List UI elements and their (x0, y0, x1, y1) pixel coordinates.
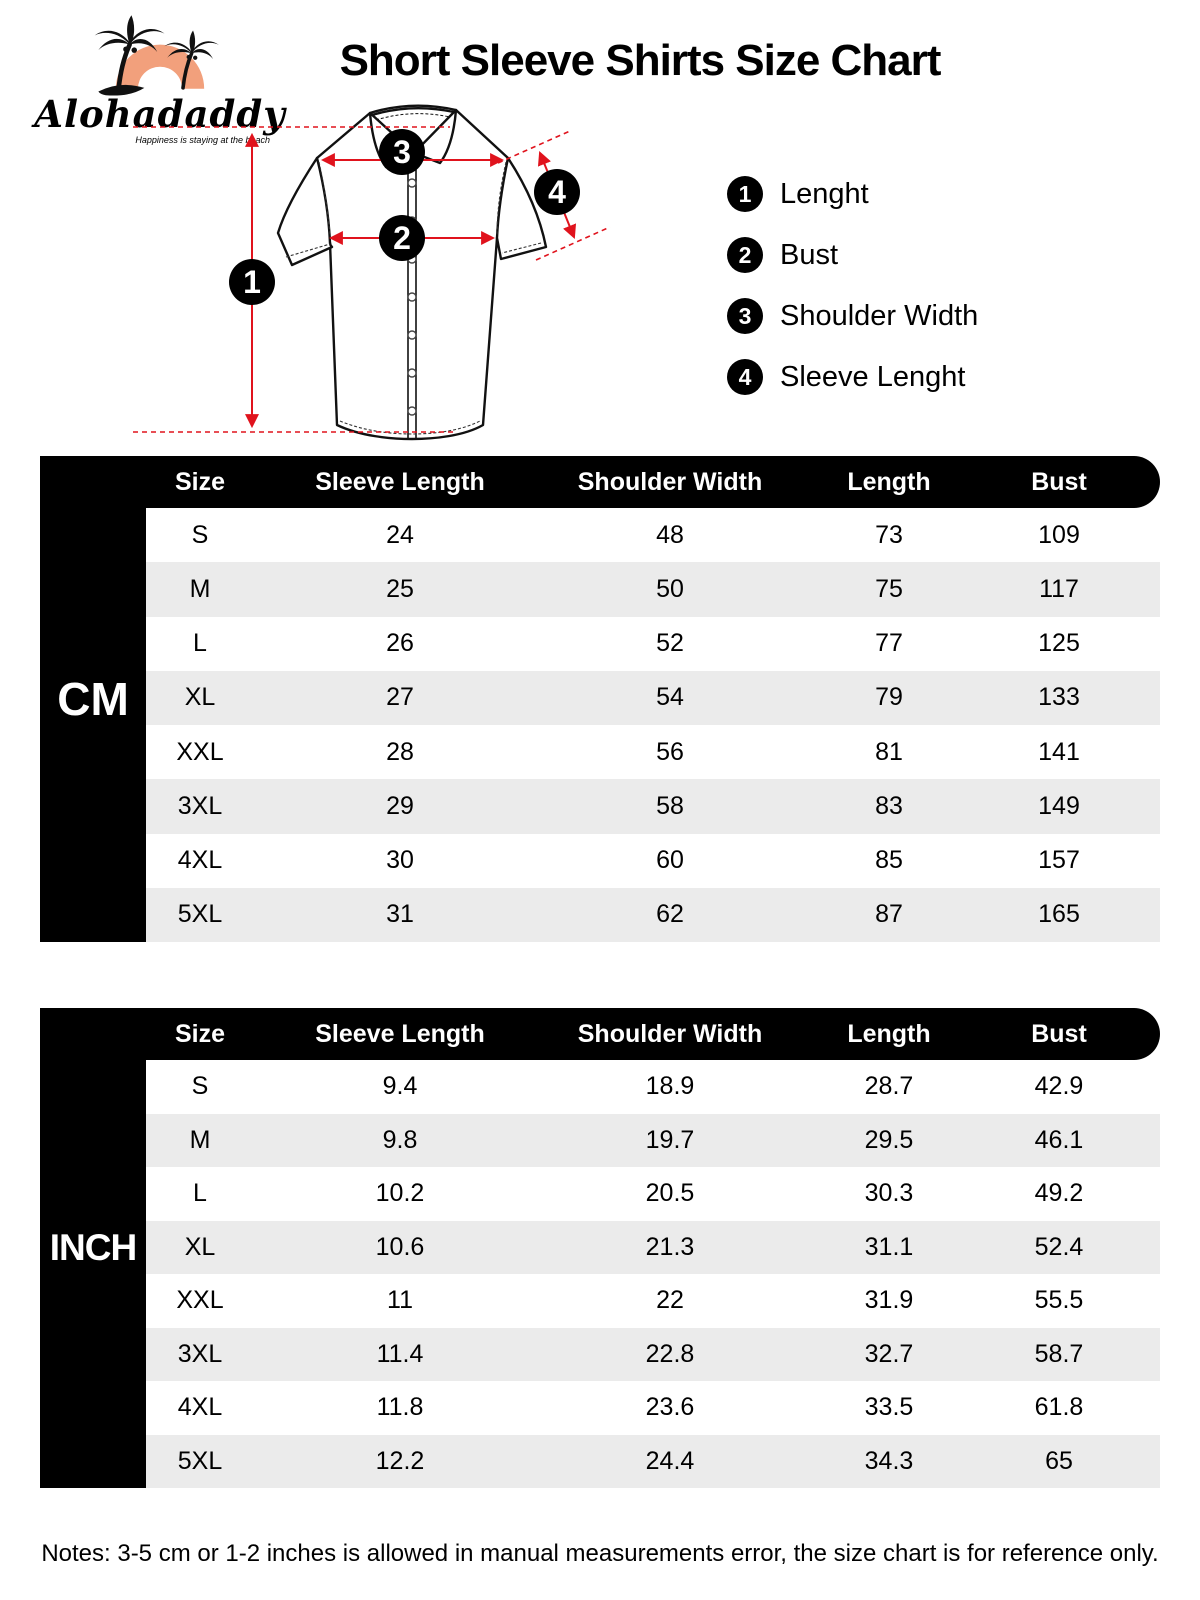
value-cell: 79 (875, 683, 903, 712)
value-cell: 85 (875, 846, 903, 875)
value-cell: 56 (656, 737, 684, 766)
legend-item-bust (727, 237, 978, 273)
table-header (40, 1008, 1160, 1060)
size-cell: L (193, 629, 207, 658)
value-cell: 81 (875, 737, 903, 766)
column-header-sleeve-length: Sleeve Length (315, 467, 485, 496)
value-cell: 83 (875, 791, 903, 820)
value-cell: 65 (1045, 1446, 1073, 1475)
value-cell: 75 (875, 574, 903, 603)
brand-name: Alohadaddy (34, 92, 286, 136)
page-title: Short Sleeve Shirts Size Chart (339, 36, 941, 85)
unit-band-inch: INCH (40, 1008, 146, 1488)
size-cell: XL (184, 1232, 216, 1261)
value-cell: 23.6 (645, 1393, 695, 1422)
value-cell: 58.7 (1034, 1339, 1084, 1368)
value-cell: 24.4 (645, 1446, 695, 1475)
value-cell: 157 (1038, 846, 1080, 875)
marker-3 (379, 129, 425, 175)
table-row (146, 1381, 1160, 1435)
notes-text: Notes: 3-5 cm or 1-2 inches is allowed in manual measurements error, the size chart is for reference only. (41, 1540, 1159, 1567)
value-cell: 117 (1039, 574, 1079, 603)
brand-tagline: Happiness is staying at the beach (135, 135, 270, 145)
svg-text:1: 1 (243, 264, 261, 300)
unit-band-cm: CM (40, 456, 146, 942)
marker-2 (379, 215, 425, 261)
value-cell: 27 (386, 683, 414, 712)
size-table-cm (40, 456, 1160, 942)
value-cell: 28.7 (864, 1072, 914, 1101)
svg-text:3: 3 (393, 134, 411, 170)
table-row (146, 725, 1160, 779)
table-row (146, 508, 1160, 562)
legend-label: Lenght (780, 177, 869, 210)
value-cell: 34.3 (864, 1446, 914, 1475)
size-cell: M (189, 1125, 211, 1154)
size-cell: 5XL (177, 900, 223, 929)
column-header-size: Size (174, 1019, 226, 1048)
value-cell: 33.5 (864, 1393, 914, 1422)
table-row (146, 1328, 1160, 1382)
value-cell: 42.9 (1034, 1072, 1084, 1101)
value-cell: 141 (1038, 737, 1080, 766)
value-cell: 133 (1038, 683, 1080, 712)
value-cell: 31.9 (864, 1286, 914, 1315)
size-table-inch (40, 1008, 1160, 1488)
size-cell: 4XL (177, 846, 223, 875)
legend-badge-4: 4 (727, 359, 763, 395)
size-cell: 4XL (177, 1393, 223, 1422)
value-cell: 31.1 (864, 1232, 914, 1261)
value-cell: 61.8 (1034, 1393, 1084, 1422)
column-header-sleeve-length: Sleeve Length (315, 1019, 485, 1048)
value-cell: 46.1 (1034, 1125, 1084, 1154)
value-cell: 18.9 (645, 1072, 695, 1101)
value-cell: 29.5 (864, 1125, 914, 1154)
table-row (146, 1114, 1160, 1168)
legend-label: Sleeve Lenght (780, 360, 966, 393)
value-cell: 31 (386, 900, 414, 929)
legend-badge-3: 3 (727, 298, 763, 334)
value-cell: 49.2 (1034, 1179, 1084, 1208)
value-cell: 52.4 (1034, 1232, 1084, 1261)
value-cell: 125 (1038, 629, 1080, 658)
value-cell: 54 (656, 683, 684, 712)
table-row (146, 562, 1160, 616)
value-cell: 24 (386, 520, 414, 549)
value-cell: 48 (656, 520, 684, 549)
value-cell: 30 (386, 846, 414, 875)
table-row (146, 834, 1160, 888)
table-rows (146, 508, 1160, 942)
column-header-bust: Bust (1031, 467, 1087, 496)
size-cell: 3XL (177, 1339, 223, 1368)
value-cell: 62 (656, 900, 684, 929)
measurement-legend (727, 176, 978, 420)
size-cell: XXL (176, 737, 224, 766)
value-cell: 22 (656, 1286, 684, 1315)
table-row (146, 617, 1160, 671)
value-cell: 109 (1038, 520, 1080, 549)
table-row (146, 779, 1160, 833)
sleeve-top-reference-line (498, 131, 570, 163)
value-cell: 11 (387, 1286, 413, 1315)
marker-1 (229, 259, 275, 305)
value-cell: 22.8 (645, 1339, 695, 1368)
svg-text:4: 4 (548, 174, 566, 210)
svg-text:2: 2 (393, 220, 411, 256)
table-row (146, 1435, 1160, 1489)
table-row (146, 888, 1160, 942)
value-cell: 10.6 (375, 1232, 425, 1261)
column-header-shoulder-width: Shoulder Width (577, 467, 763, 496)
value-cell: 52 (656, 629, 684, 658)
legend-item-shoulder-width (727, 298, 978, 334)
value-cell: 28 (386, 737, 414, 766)
column-header-length: Length (847, 467, 931, 496)
size-cell: 5XL (177, 1446, 223, 1475)
marker-4 (534, 169, 580, 215)
value-cell: 10.2 (375, 1179, 425, 1208)
value-cell: 58 (656, 791, 684, 820)
value-cell: 87 (875, 900, 903, 929)
value-cell: 50 (656, 574, 684, 603)
size-cell: M (189, 574, 211, 603)
column-header-bust: Bust (1031, 1019, 1087, 1048)
value-cell: 165 (1038, 900, 1080, 929)
size-cell: S (191, 520, 209, 549)
value-cell: 9.8 (382, 1125, 418, 1154)
shirt-diagram (120, 95, 700, 450)
value-cell: 73 (875, 520, 903, 549)
value-cell: 20.5 (645, 1179, 695, 1208)
value-cell: 11.4 (376, 1339, 424, 1368)
value-cell: 21.3 (645, 1232, 695, 1261)
column-header-shoulder-width: Shoulder Width (577, 1019, 763, 1048)
size-cell: XL (184, 683, 216, 712)
table-header (40, 456, 1160, 508)
table-row (146, 671, 1160, 725)
value-cell: 12.2 (375, 1446, 425, 1475)
legend-badge-1: 1 (727, 176, 763, 212)
value-cell: 19.7 (645, 1125, 695, 1154)
legend-item-length (727, 176, 978, 212)
value-cell: 9.4 (382, 1072, 418, 1101)
size-cell: 3XL (177, 791, 223, 820)
value-cell: 149 (1038, 791, 1080, 820)
value-cell: 60 (656, 846, 684, 875)
legend-label: Bust (780, 238, 839, 271)
table-row (146, 1221, 1160, 1275)
column-header-length: Length (847, 1019, 931, 1048)
value-cell: 55.5 (1034, 1286, 1084, 1315)
column-header-size: Size (174, 467, 226, 496)
value-cell: 32.7 (864, 1339, 914, 1368)
value-cell: 11.8 (376, 1393, 424, 1422)
value-cell: 29 (386, 791, 414, 820)
table-rows (146, 1060, 1160, 1488)
legend-item-sleeve-length (727, 359, 978, 395)
size-cell: L (193, 1179, 207, 1208)
value-cell: 25 (386, 574, 414, 603)
value-cell: 77 (875, 629, 903, 658)
value-cell: 26 (386, 629, 414, 658)
palm-trees-icon (45, 4, 275, 100)
legend-label: Shoulder Width (780, 299, 979, 332)
size-cell: XXL (176, 1286, 224, 1315)
value-cell: 30.3 (864, 1179, 914, 1208)
table-row (146, 1274, 1160, 1328)
legend-badge-2: 2 (727, 237, 763, 273)
table-row (146, 1167, 1160, 1221)
table-row (146, 1060, 1160, 1114)
size-cell: S (191, 1072, 209, 1101)
